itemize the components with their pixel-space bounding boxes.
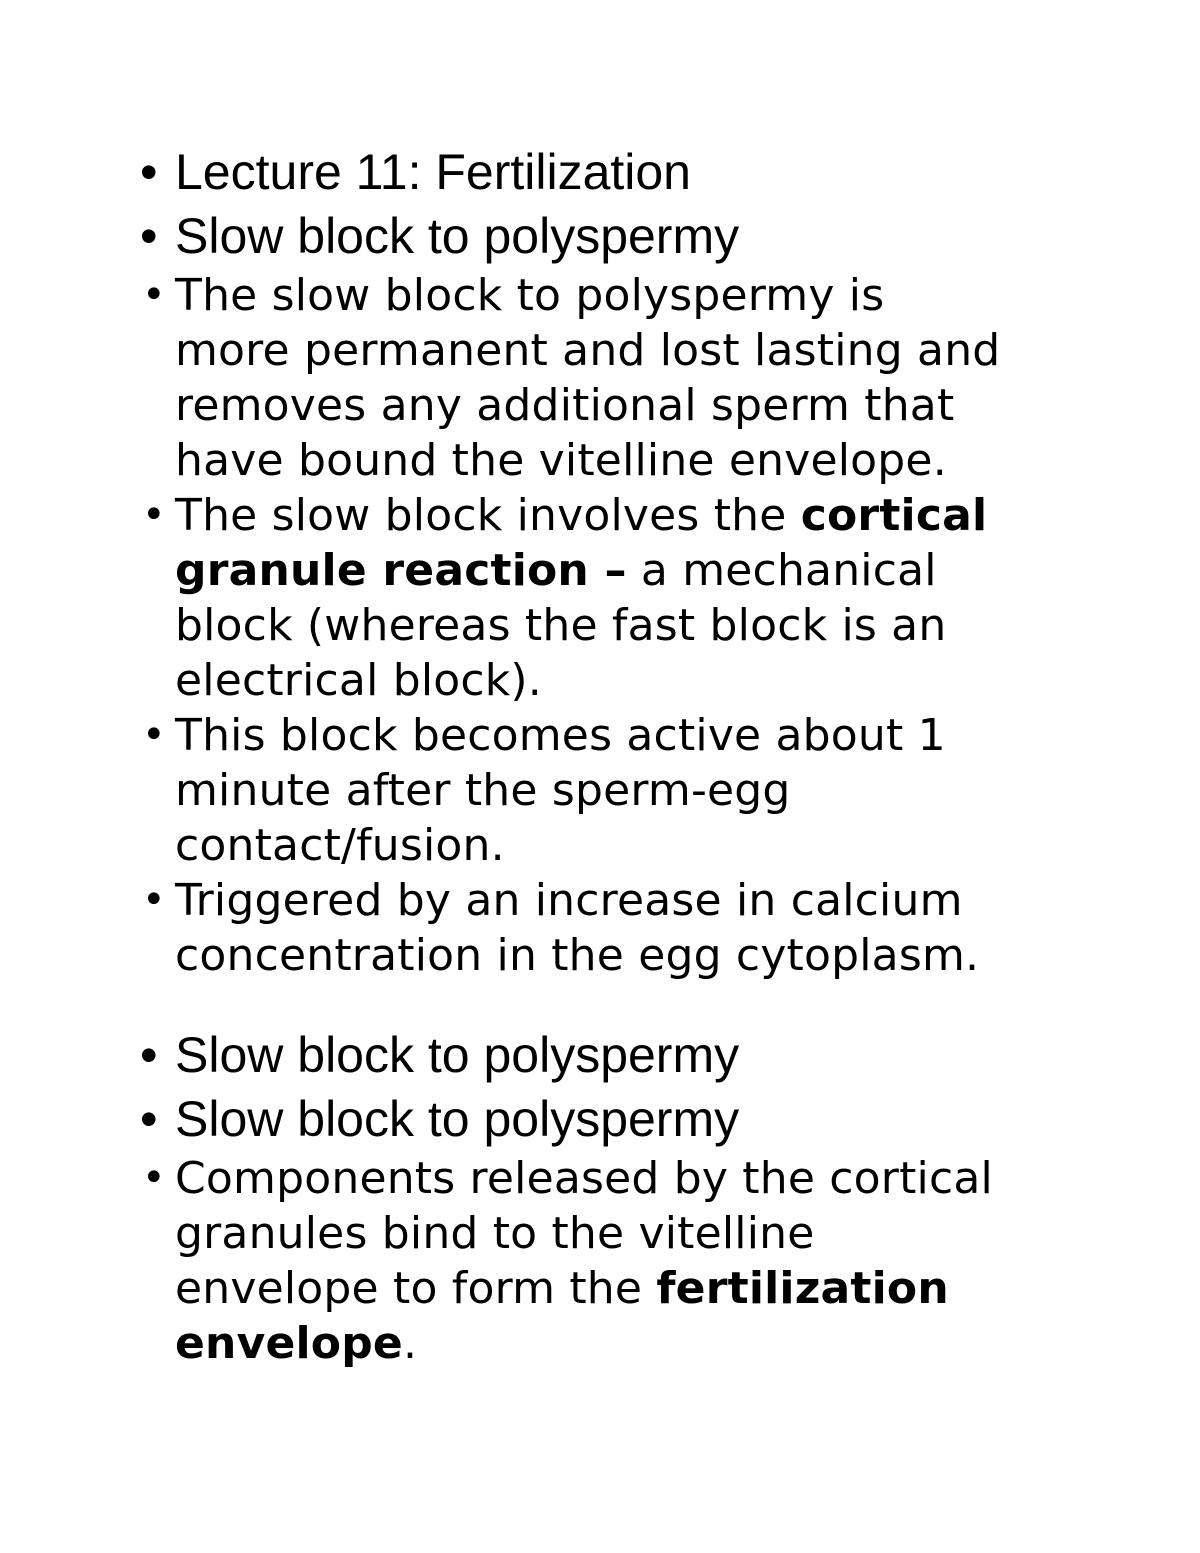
bold-term: granule reaction – <box>175 545 627 596</box>
bullet-line: block (whereas the fast block is an <box>175 600 947 651</box>
topic-heading <box>140 204 1070 268</box>
bullet-activation-time <box>140 708 1070 873</box>
bold-term: envelope <box>175 1318 403 1369</box>
topic-heading-text: • Slow block to polyspermy <box>175 1091 740 1147</box>
bullet-line: contact/fusion. <box>175 820 505 871</box>
bullet-line: • The slow block to polyspermy is <box>175 270 885 321</box>
plain-text: . <box>402 1318 418 1369</box>
lecture-title <box>140 140 1070 204</box>
bullet-line: removes any additional sperm that <box>175 380 955 431</box>
bullet-line: • Triggered by an increase in calcium <box>175 875 963 926</box>
bullet-line: • Components released by the cortical <box>175 1153 993 1204</box>
lecture-title-text: • Lecture 11: Fertilization <box>175 144 691 200</box>
bullet-line: minute after the sperm-egg <box>175 765 791 816</box>
topic-heading-text: • Slow block to polyspermy <box>175 1027 740 1083</box>
notes-list-upper <box>140 140 1070 983</box>
bullet-line <box>175 488 1070 543</box>
bold-term: cortical <box>800 490 988 541</box>
bullet-line: electrical block). <box>175 655 542 706</box>
bullet-line <box>175 1316 1070 1371</box>
bullet-calcium-trigger <box>140 873 1070 983</box>
bullet-line: more permanent and lost lasting and <box>175 325 1001 376</box>
topic-heading-text: • Slow block to polyspermy <box>175 208 740 264</box>
bold-term: fertilization <box>656 1263 949 1314</box>
plain-text: a mechanical <box>626 545 937 596</box>
plain-text: envelope to form the <box>175 1263 657 1314</box>
bullet-permanent-block <box>140 268 1070 488</box>
bullet-line <box>175 543 1070 598</box>
topic-heading <box>140 1023 1070 1087</box>
bullet-line <box>175 1261 1070 1316</box>
bullet-line: have bound the vitelline envelope. <box>175 435 947 486</box>
bullet-line: concentration in the egg cytoplasm. <box>175 930 980 981</box>
topic-heading <box>140 1087 1070 1151</box>
bullet-line: • This block becomes active about 1 <box>175 710 946 761</box>
plain-text: The slow block involves the <box>175 490 801 541</box>
notes-list-lower <box>140 1023 1070 1371</box>
bullet-line: granules bind to the vitelline <box>175 1208 815 1259</box>
bullet-fertilization-envelope <box>140 1151 1070 1371</box>
bullet-cortical-reaction <box>140 488 1070 708</box>
